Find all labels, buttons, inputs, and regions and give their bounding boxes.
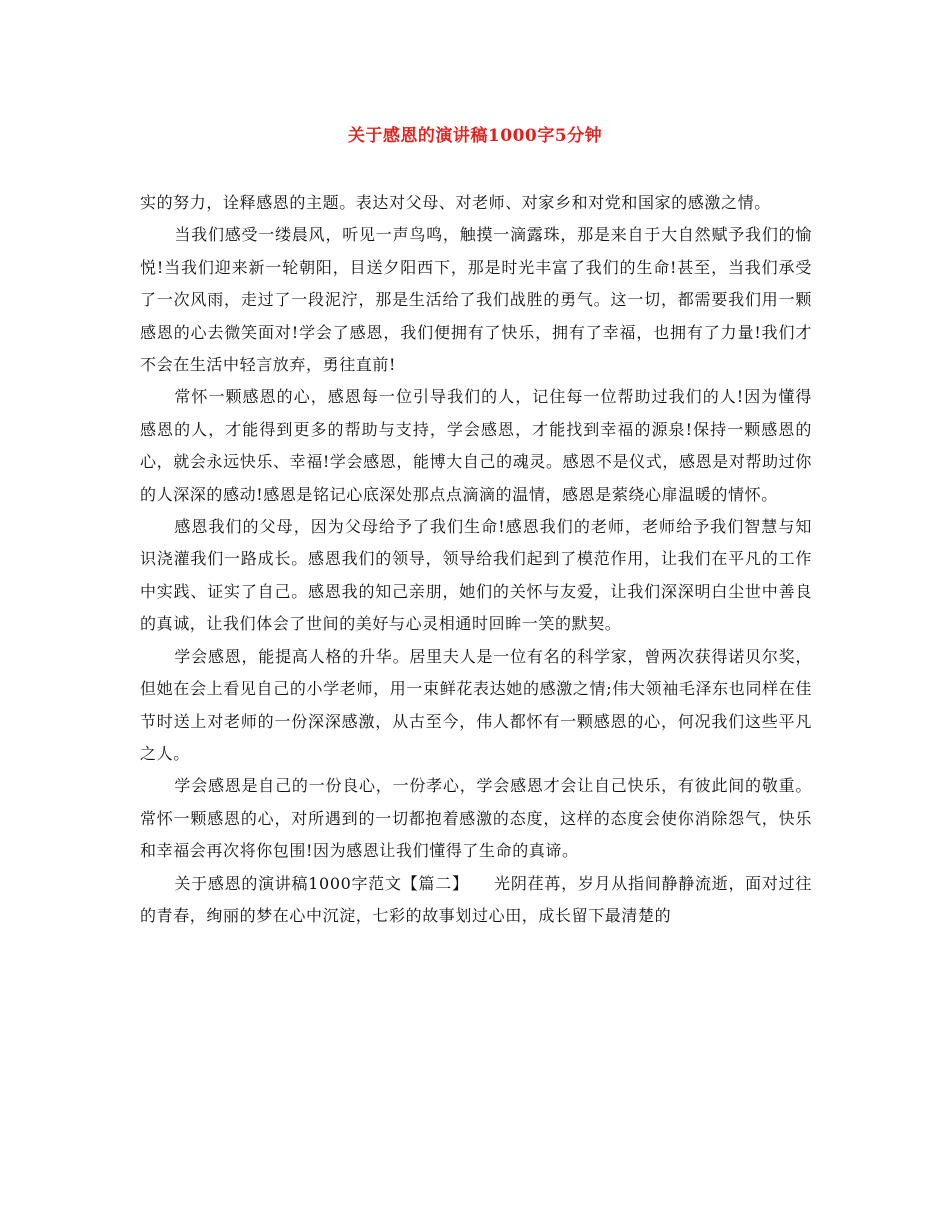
paragraph-4: 感恩我们的父母，因为父母给予了我们生命!感恩我们的老师，老师给予我们智慧与知识浇灌我们一路成长。感恩我们的领导，领导给我们起到了模范作用，让我们在平凡的工作中实践、证实了自己。感恩我的知己亲朋，她们的关怀与友爱，让我们深深明白尘世中善良的真诚，让我们体会了世间的美好与心灵相通时回眸一笑的默契。: [140, 517, 812, 634]
paragraph-7: 关于感恩的演讲稿1000字范文【篇二】 光阴荏苒，岁月从指间静静流逝，面对过往的青春，绚丽的梦在心中沉淀，七彩的故事划过心田，成长留下最清楚的: [140, 873, 812, 925]
document-body: [140, 187, 812, 932]
paragraph-2: 当我们感受一缕晨风，听见一声鸟鸣，触摸一滴露珠，那是来自于大自然赋予我们的愉悦!当我们迎来新一轮朝阳，目送夕阳西下，那是时光丰富了我们的生命!甚至，当我们承受了一次风雨，走过了一段泥泞，那是生活给了我们战胜的勇气。这一切，都需要我们用一颗感恩的心去微笑面对!学会了感恩，我们便拥有了快乐，拥有了幸福，也拥有了力量!我们才不会在生活中轻言放弃，勇往直前!: [140, 225, 812, 375]
paragraph-3: 常怀一颗感恩的心，感恩每一位引导我们的人，记住每一位帮助过我们的人!因为懂得感恩的人，才能得到更多的帮助与支持，学会感恩，才能找到幸福的源泉!保持一颗感恩的心，就会永远快乐、幸福!学会感恩，能博大自己的魂灵。感恩不是仪式，感恩是对帮助过你的人深深的感动!感恩是铭记心底深处那点点滴滴的温情，感恩是萦绕心扉温暖的情怀。: [140, 387, 812, 504]
paragraph-1: 实的努力，诠释感恩的主题。表达对父母、对老师、对家乡和对党和国家的感激之情。: [140, 193, 771, 212]
paragraph-6: 学会感恩是自己的一份良心，一份孝心，学会感恩才会让自己快乐，有彼此间的敬重。常怀一颗感恩的心，对所遇到的一切都抱着感激的态度，这样的态度会使你消除怨气，快乐和幸福会再次将你包围!因为感恩让我们懂得了生命的真谛。: [140, 776, 812, 861]
document-title: 关于感恩的演讲稿1000字5分钟: [347, 126, 603, 146]
paragraph-5: 学会感恩，能提高人格的升华。居里夫人是一位有名的科学家，曾两次获得诺贝尔奖，但她在会上看见自己的小学老师，用一束鲜花表达她的感激之情;伟大领袖毛泽东也同样在佳节时送上对老师的一份深深感激，从古至今，伟人都怀有一颗感恩的心，何况我们这些平凡之人。: [140, 646, 812, 763]
